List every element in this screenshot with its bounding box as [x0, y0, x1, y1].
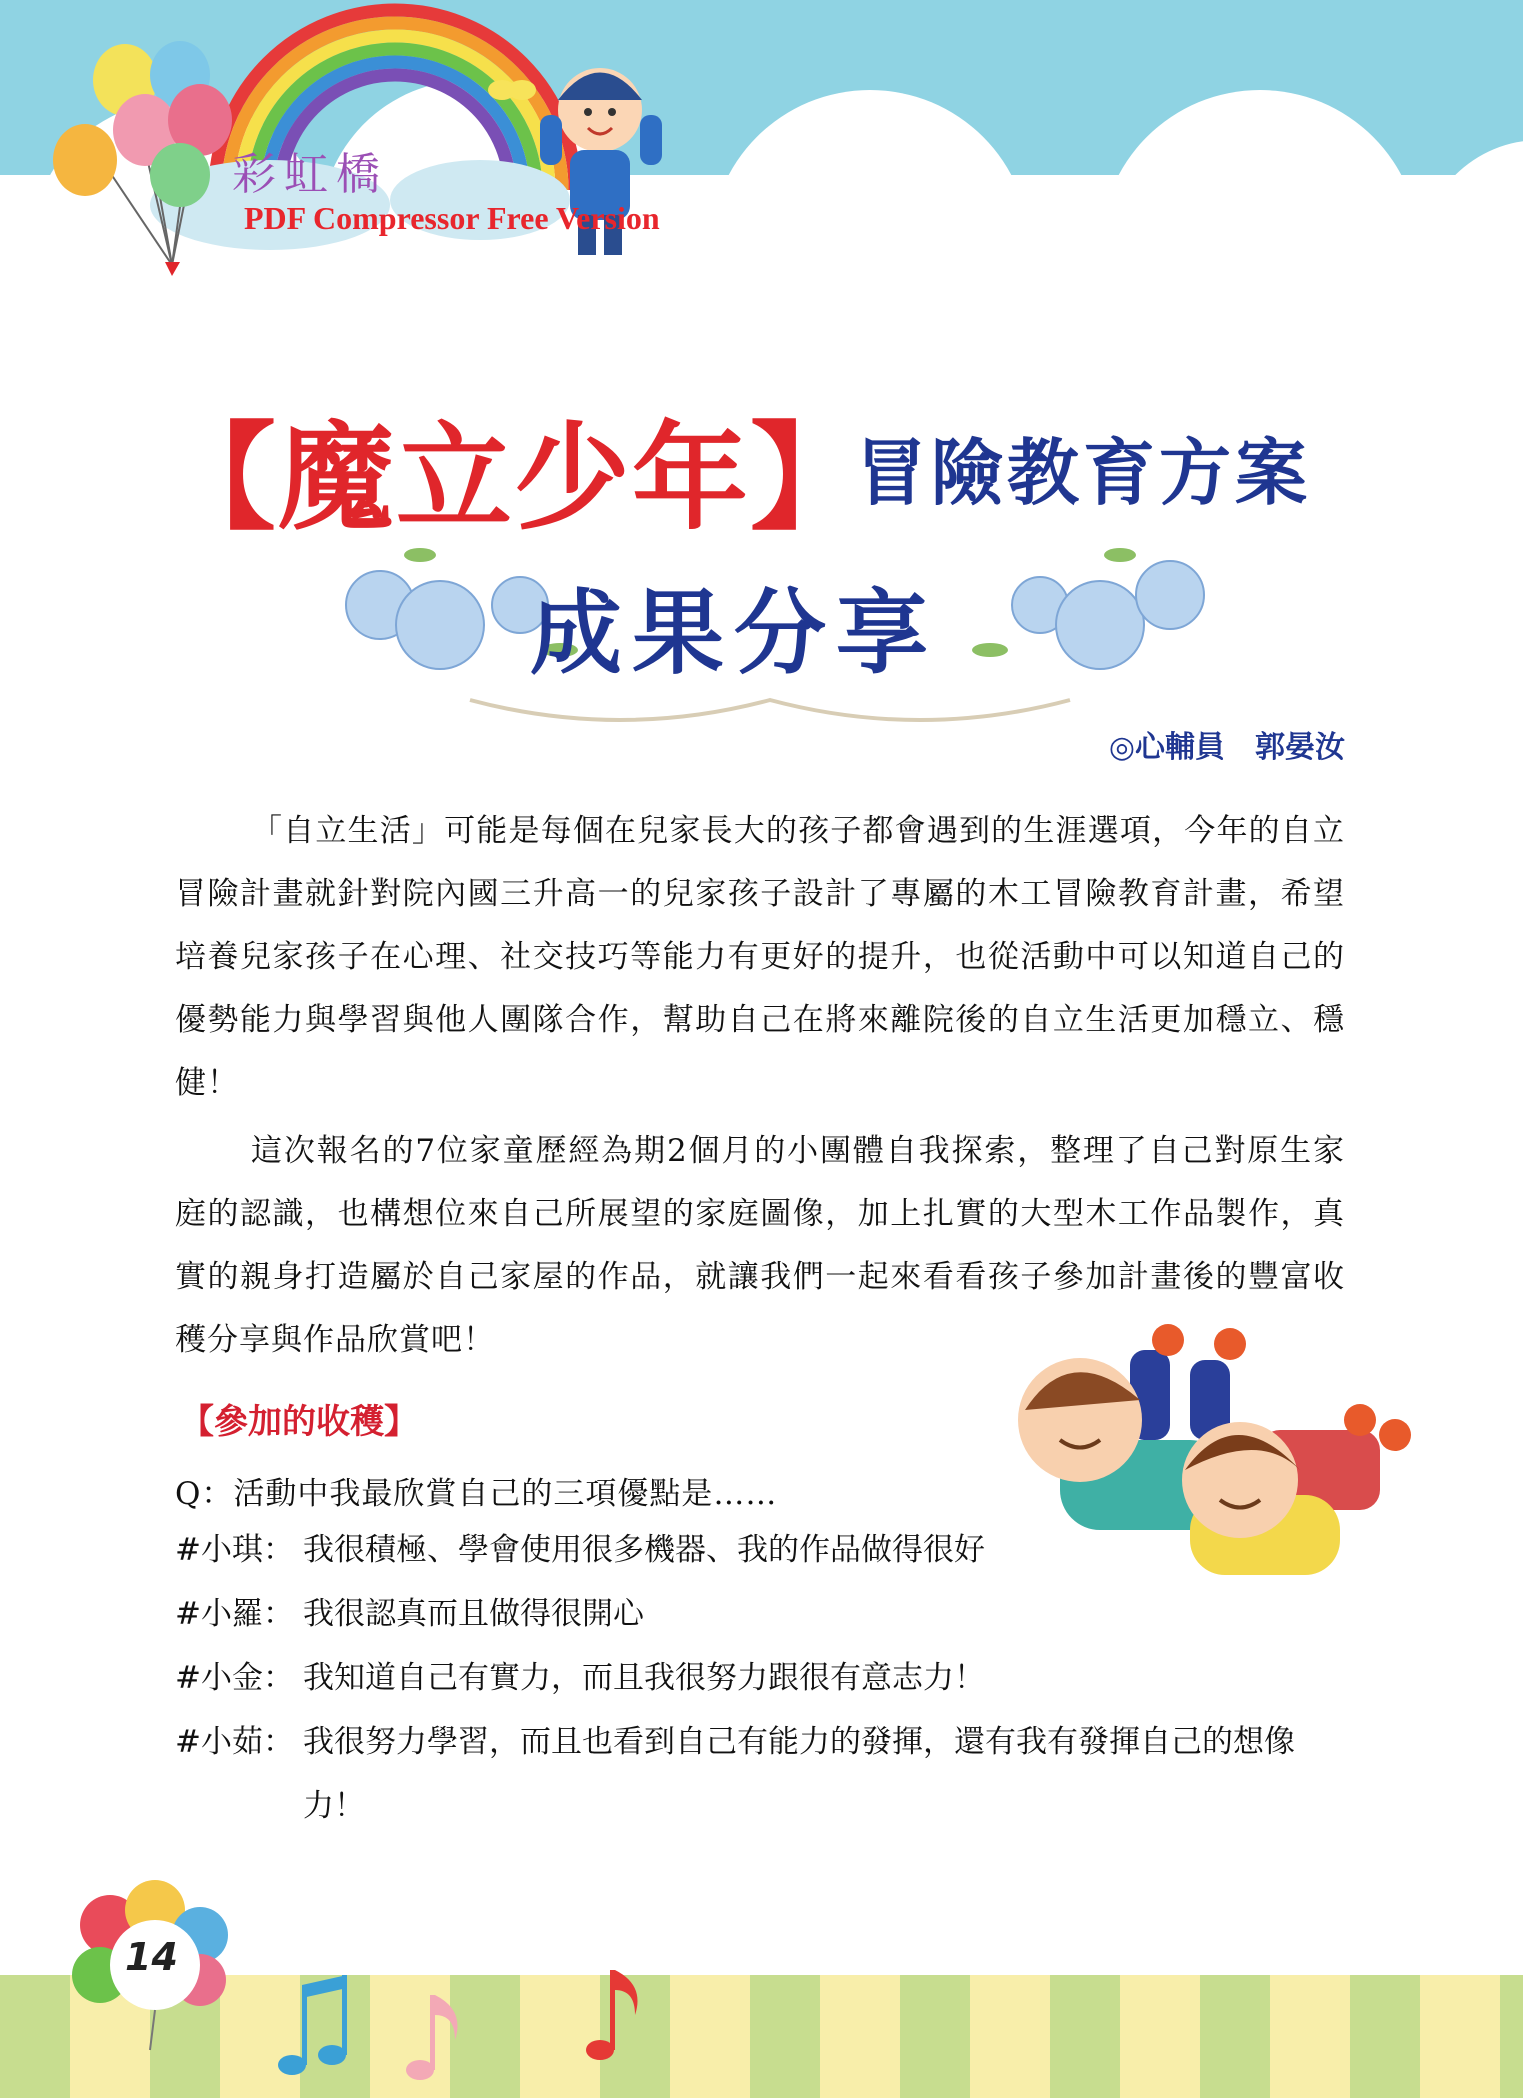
article-title: 【魔立少年】 [160, 411, 868, 546]
red-note-icon [586, 1970, 638, 2060]
paragraph-2: 這次報名的7位家童歷經為期2個月的小團體自我探索，整理了自己對原生家庭的認識，也構想位來自己所展望的家庭圖像，加上扎實的大型木工作品製作，真實的親身打造屬於自己家屋的作品，就讓我們一起來看看孩子參加計畫後的豐富收穫分享與作品欣賞吧！ [175, 1133, 1345, 1358]
answer-text: 我知道自己有實力，而且我很努力跟很有意志力！ [303, 1660, 985, 1696]
blue-note-icon [278, 1975, 347, 2075]
answer-text: 我很積極、學會使用很多機器、我的作品做得很好 [303, 1532, 985, 1568]
flower-right-icon [1012, 561, 1204, 669]
watermark-text: PDF Compressor Free Version [244, 200, 660, 236]
answer-text: 我很認真而且做得很開心 [303, 1596, 644, 1632]
answer-item [175, 1646, 1345, 1710]
page-number: 14 [125, 1935, 178, 1979]
question-line: Q：活動中我最欣賞自己的三項優點是…… [175, 1476, 778, 1512]
answer-speaker: #小茹： [175, 1724, 294, 1760]
music-notes-icon [270, 1960, 670, 2090]
answer-item [175, 1582, 1345, 1646]
pink-note-icon [406, 1995, 458, 2080]
author-name: 郭晏汝 [1255, 730, 1345, 765]
author-line [1109, 722, 1345, 766]
magazine-brand: 彩虹橋 [232, 149, 388, 200]
section-heading: 【參加的收穫】 [180, 1402, 418, 1442]
answer-speaker: #小羅： [175, 1596, 294, 1632]
answer-item [175, 1710, 1345, 1838]
paragraph-1: 「自立生活」可能是每個在兒家長大的孩子都會遇到的生涯選項，今年的自立冒險計畫就針對院內國三升高一的兒家孩子設計了專屬的木工冒險教育計畫，希望培養兒家孩子在心理、社交技巧等能力有更好的提升，也從活動中可以知道自己的優勢能力與學習與他人團隊合作，幫助自己在將來離院後的自立生活更加穩立、穩健！ [175, 813, 1345, 1101]
author-role: ◎心輔員 [1108, 730, 1225, 765]
article-subtitle: 成果分享 [530, 580, 939, 687]
article-title-sub: 冒險教育方案 [855, 431, 1312, 515]
header-sky-banner [0, 0, 1523, 330]
answer-text: 我很努力學習，而且也看到自己有能力的發揮，還有我有發揮自己的想像力！ [303, 1724, 1295, 1824]
answer-item [175, 1518, 1345, 1582]
flower-left-icon [346, 571, 548, 669]
answer-speaker: #小琪： [175, 1532, 294, 1568]
answer-speaker: #小金： [175, 1660, 294, 1696]
